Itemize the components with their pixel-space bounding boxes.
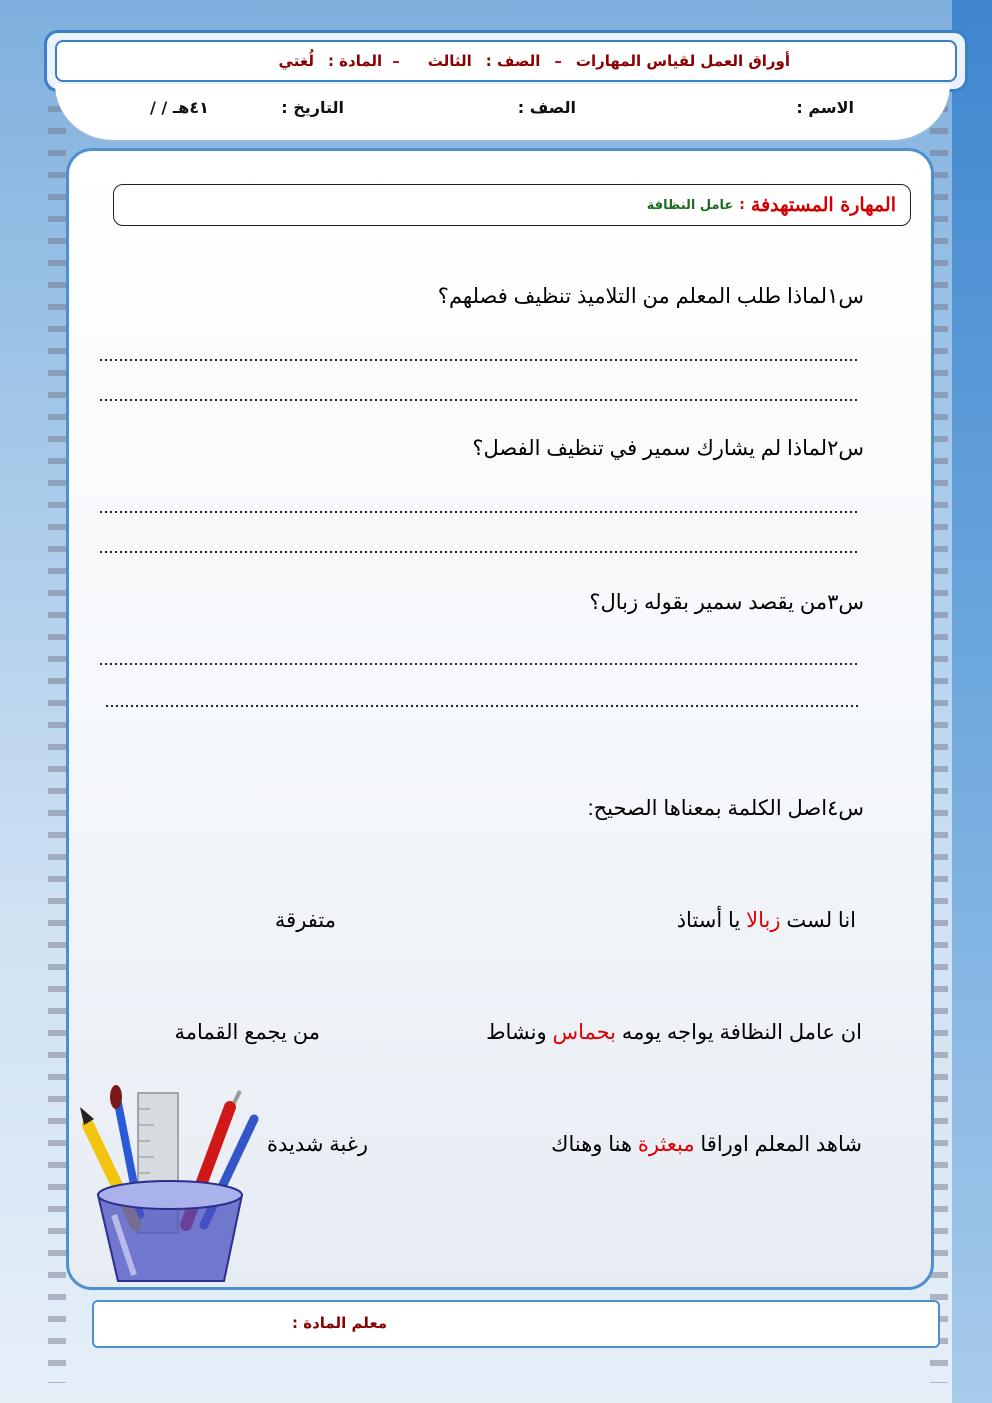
background-stripe — [952, 0, 992, 1403]
skill-box — [113, 184, 911, 226]
answer-line[interactable] — [100, 398, 860, 402]
answer-line[interactable] — [106, 704, 860, 708]
matching-meaning-3: رغبة شديدة — [266, 1133, 368, 1156]
teacher-label: معلم المادة : — [292, 1314, 388, 1332]
date-label: التاريخ : — [281, 98, 344, 117]
pen-cup-illustration — [74, 1085, 270, 1285]
answer-line[interactable] — [100, 550, 860, 554]
date-value: / / ٤١هـ — [150, 98, 209, 117]
sentence-text: انا لست — [780, 909, 856, 932]
skill-colon: : — [739, 197, 745, 213]
answer-line[interactable] — [100, 358, 860, 362]
title-separator: – — [392, 52, 400, 70]
sentence-text: هنا وهناك — [551, 1133, 638, 1156]
sentence-text: ان عامل النظافة يواجه يومه — [616, 1021, 862, 1044]
highlighted-word: بحماس — [552, 1021, 617, 1044]
answer-line[interactable] — [100, 510, 860, 514]
highlighted-word: مبعثرة — [637, 1133, 695, 1156]
answer-line[interactable] — [100, 662, 860, 666]
question-3: س٣من يقصد سمير بقوله زبال؟ — [589, 591, 864, 614]
footer-box — [92, 1300, 940, 1348]
subject-value: لُغتي — [278, 52, 314, 70]
sentence-text: شاهد المعلم اوراقا — [694, 1133, 862, 1156]
skill-value: عامل النظافة — [646, 197, 734, 213]
matching-sentence-2 — [486, 1020, 862, 1045]
matching-meaning-2: من يجمع القمامة — [174, 1021, 320, 1044]
worksheet-title: أوراق العمل لقياس المهارات — [575, 52, 790, 70]
grade-label: الصف : — [485, 52, 541, 70]
question-1: س١لماذا طلب المعلم من التلاميذ تنظيف فصلهم؟ — [437, 285, 864, 308]
paper-edge-left — [48, 40, 66, 1383]
matching-sentence-1 — [677, 908, 856, 933]
question-2: س٢لماذا لم يشارك سمير في تنظيف الفصل؟ — [472, 437, 864, 460]
question-4: س٤اصل الكلمة بمعناها الصحيح: — [587, 797, 864, 820]
grade-value: الثالث — [427, 52, 472, 70]
matching-meaning-1: متفرقة — [274, 909, 336, 932]
name-label: الاسم : — [796, 98, 854, 117]
skill-label: المهارة المستهدفة — [750, 194, 896, 216]
sentence-text: ونشاط — [486, 1021, 553, 1044]
highlighted-word: زبالا — [746, 909, 781, 932]
subject-label: المادة : — [327, 52, 383, 70]
class-label: الصف : — [517, 98, 576, 117]
matching-sentence-3 — [551, 1132, 862, 1157]
title-separator: – — [554, 52, 562, 70]
header-title-bar — [55, 40, 957, 82]
sentence-text: يا أستاذ — [676, 909, 747, 932]
